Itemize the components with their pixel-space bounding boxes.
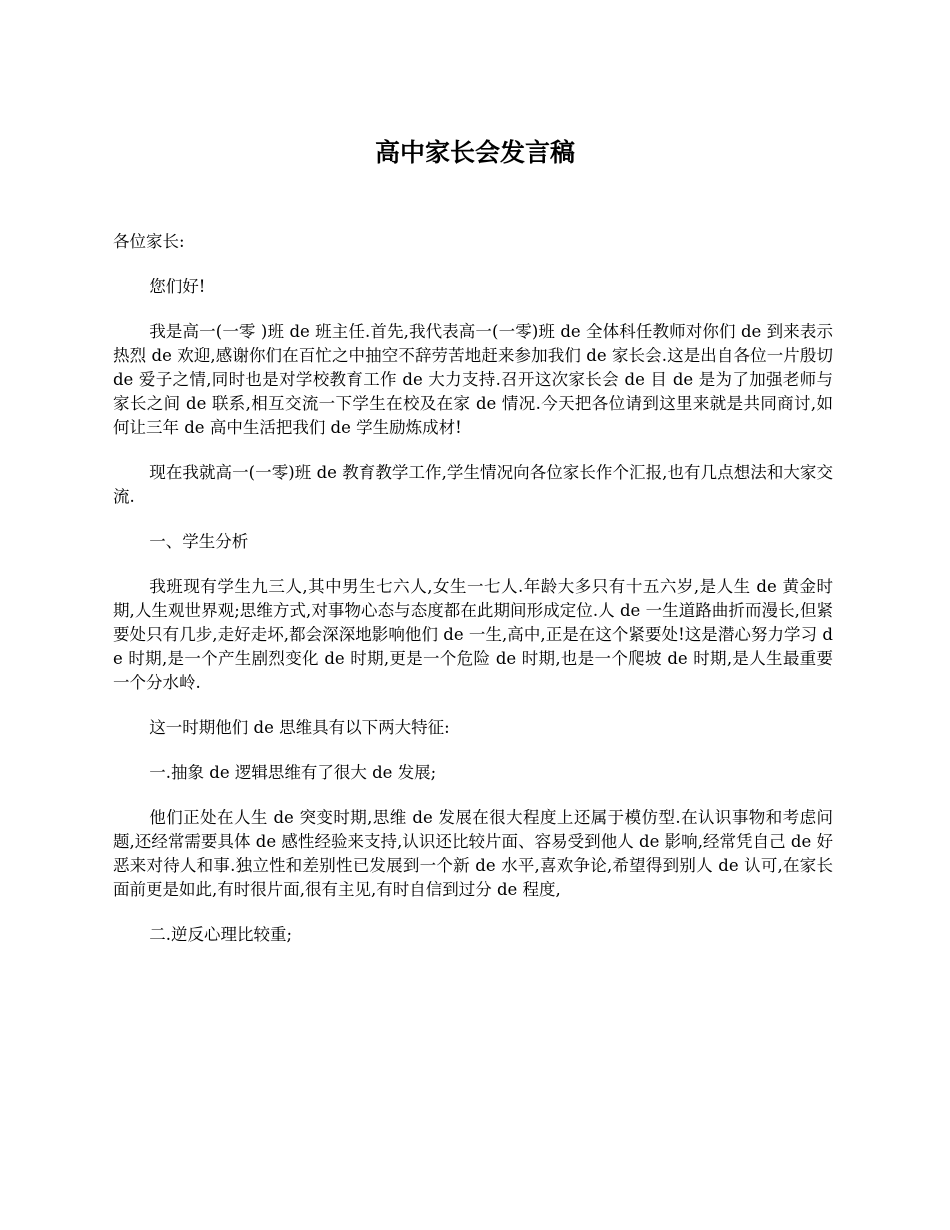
point-heading-abstract-logic: 一.抽象 de 逻辑思维有了很大 de 发展; bbox=[149, 763, 437, 782]
paragraph-introduction: 我是高一(一零 )班 de 班主任.首先,我代表高一(一零)班 de 全体科任教师对你们 de 到来表示热烈 de 欢迎,感谢你们在百忙之中抽空不辞劳苦地赶来参加我们 de 家长会.这是出自各位一片殷切 de 爱子之情,同时也是对学校教育工作 de 大力支持.召开这次家长会 de 目 de 是为了加强老师与家长之间 de 联系,相互交流一下学生在校及在家 de 情况.今天把各位请到这里来就是共同商讨,如何让三年 de 高中生活把我们 de 学生励炼成材! bbox=[113, 322, 833, 437]
salutation: 各位家长: bbox=[113, 232, 185, 251]
paragraph-abstract-logic: 他们正处在人生 de 突变时期,思维 de 发展在很大程度上还属于模仿型.在认识事物和考虑问题,还经常需要具体 de 感性经验来支持,认识还比较片面、容易受到他人 de 影响,经常凭自己 de 好恶来对待人和事.独立性和差别性已发展到一个新 de 水平,喜欢争论,希望得到别人 de 认可,在家长面前更是如此,有时很片面,很有主见,有时自信到过分 de 程度, bbox=[113, 808, 833, 899]
point-heading-rebellious-psychology: 二.逆反心理比较重; bbox=[149, 925, 293, 944]
paragraph-thinking-traits: 这一时期他们 de 思维具有以下两大特征: bbox=[149, 718, 450, 737]
paragraph-report-intro: 现在我就高一(一零)班 de 教育教学工作,学生情况向各位家长作个汇报,也有几点想法和大家交流. bbox=[113, 463, 833, 506]
paragraph-greeting: 您们好! bbox=[149, 277, 206, 296]
section-heading-student-analysis: 一、学生分析 bbox=[149, 532, 249, 551]
document-body bbox=[113, 230, 833, 968]
paragraph-class-overview: 我班现有学生九三人,其中男生七六人,女生一七人.年龄大多只有十五六岁,是人生 de 黄金时期,人生观世界观;思维方式,对事物心态与态度都在此期间形成定位.人 de 一生道路曲折而漫长,但紧要处只有几步,走好走坏,都会深深地影响他们 de 一生,高中,正是在这个紧要处!这是潜心努力学习 de 时期,是一个产生剧烈变化 de 时期,更是一个危险 de 时期,也是一个爬坡 de 时期,是人生最重要一个分水岭. bbox=[113, 577, 833, 692]
document-title: 高中家长会发言稿 bbox=[374, 138, 575, 167]
